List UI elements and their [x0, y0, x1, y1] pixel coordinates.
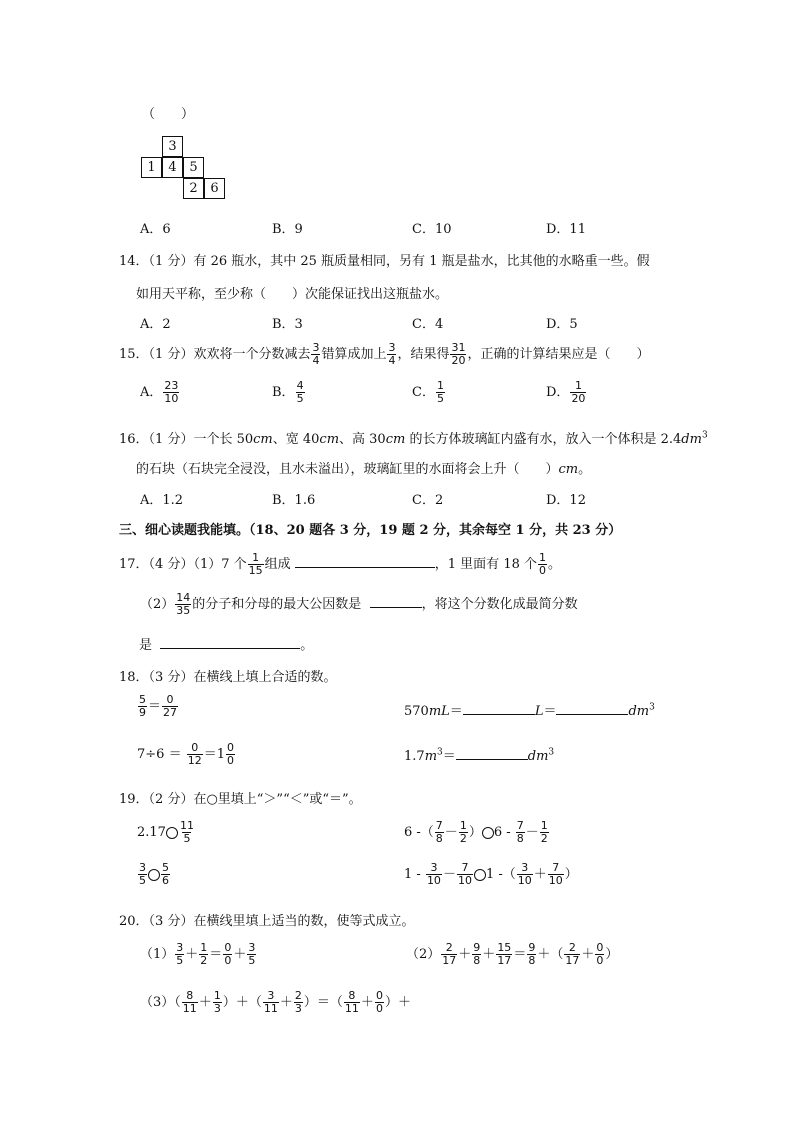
q15-option-d: D． $\frac{1}{20}$ [546, 379, 586, 405]
q14-option-c: C．4 [412, 317, 444, 332]
cube-cell: 3 [162, 136, 183, 157]
q19-cmp1: 2.17 $\frac{11}{5}$ [137, 819, 194, 845]
q18-eq1: $\frac{5}{9}$ ＝ $\frac{0}{27}$ [139, 693, 178, 719]
answer-blank[interactable] [370, 607, 422, 608]
answer-blank[interactable] [456, 759, 528, 760]
cube-cell: 1 [141, 157, 162, 178]
compare-circle[interactable] [482, 827, 494, 839]
q13-option-a: A．6 [140, 222, 171, 237]
q13-option-b: B．9 [272, 222, 303, 237]
fraction: $\frac{3}{4}$ [312, 341, 320, 367]
q17-line1: 17．（4 分）（1）7 个 $\frac{1}{15}$ 组成 ，1 里面有 18 个 $\frac{1}{0}$ 。 [119, 551, 562, 577]
q19-cmp4: 1 - $\frac{3}{10}$ － $\frac{7}{10}$ 1 -（ $\frac{3}{10}$ ＋ $\frac{7}{10}$ ） [404, 861, 578, 887]
q16-line1: 16．（1 分）一个长 50cm、宽 40cm、高 30cm 的长方体玻璃缸内盛有水，放入一个体积是 $2.4dm^3$ [119, 430, 708, 447]
q20-eq2: （2） $\frac{2}{17}$ ＋ $\frac{9}{8}$ ＋ $\frac{15}{17}$ ＝ $\frac{9}{8}$ ＋（ $\frac{2}{17}$ ＋ $\frac{0}{0}$ ） [406, 941, 619, 967]
q17-line2: （2） $\frac{14}{35}$ 的分子和分母的最大公因数是 ，将这个分数化成最简分数 [140, 591, 578, 617]
q15-text: 15．（1 分）欢欢将一个分数减去 [119, 347, 311, 362]
cube-cell: 5 [183, 157, 204, 178]
q14-option-d: D．5 [546, 317, 578, 332]
q15-line [119, 342, 650, 367]
answer-blank[interactable] [556, 714, 628, 715]
q14-option-b: B．3 [272, 317, 303, 332]
q13-answer-paren: （ ） [142, 107, 195, 122]
compare-circle[interactable] [166, 827, 178, 839]
cube-cell: 4 [162, 157, 183, 178]
q15-option-c: C． $\frac{1}{5}$ [412, 379, 444, 405]
q16-option-a: A．1.2 [140, 493, 184, 508]
section-heading: 三、细心读题我能填。（18、20 题各 3 分，19 题 2 分，其余每空 1 分，共 23 分） [119, 523, 622, 538]
fraction: $\frac{31}{20}$ [451, 341, 466, 367]
q19-heading: 19．（2 分）在○里填上“＞”“＜”或“＝”。 [119, 792, 362, 807]
q15-text: ，结果得 [397, 347, 450, 362]
q16-option-b: B．1.6 [272, 493, 316, 508]
q16-option-d: D．12 [546, 493, 586, 508]
q15-option-a: A． $\frac{23}{10}$ [140, 379, 179, 405]
answer-blank[interactable] [295, 567, 435, 568]
q18-heading: 18．（3 分）在横线上填上合适的数。 [119, 670, 337, 685]
q15-option-b: B． $\frac{4}{5}$ [272, 379, 304, 405]
q18-eq3: 7÷6 ＝ $\frac{0}{12}$ ＝1 $\frac{0}{0}$ [137, 741, 234, 767]
q15-text: 错算成加上 [321, 347, 387, 362]
compare-circle[interactable] [148, 869, 160, 881]
q14-option-a: A．2 [140, 317, 171, 332]
cube-cell: 6 [204, 178, 225, 199]
answer-blank[interactable] [463, 714, 535, 715]
q16-line2: 的石块（石块完全浸没，且水未溢出），玻璃缸里的水面将会上升（ ）cm。 [136, 462, 592, 477]
answer-blank[interactable] [160, 648, 300, 649]
q17-line3: 是 。 [139, 638, 314, 653]
cube-cell: 2 [183, 178, 204, 199]
compare-circle[interactable] [474, 869, 486, 881]
q13-option-d: D．11 [546, 222, 586, 237]
q14-line2: 如用天平称，至少称（ ）次能保证找出这瓶盐水。 [136, 287, 449, 302]
q18-eq4: $1.7m^3= dm^3$ [404, 747, 555, 764]
fraction: $\frac{3}{4}$ [388, 341, 396, 367]
q13-option-c: C．10 [412, 222, 452, 237]
q15-text: ，正确的计算结果应是（ ） [467, 347, 650, 362]
q18-eq2: $570mL= L= dm^3$ [404, 702, 655, 719]
q19-cmp3: $\frac{3}{5}$ $\frac{5}{6}$ [139, 861, 169, 887]
q20-eq1: （1） $\frac{3}{5}$ ＋ $\frac{1}{2}$ ＝ $\frac{0}{0}$ ＋ $\frac{3}{5}$ [140, 941, 256, 967]
q19-cmp2: 6 -（ $\frac{7}{8}$ － $\frac{1}{2}$ ） 6 - $\frac{7}{8}$ － $\frac{1}{2}$ [404, 819, 548, 845]
q20-eq3: （3）（ $\frac{8}{11}$ ＋ $\frac{1}{3}$ ）＋（ $\frac{3}{11}$ ＋ $\frac{2}{3}$ ）＝（ $\frac{8}{11}$ ＋ $\frac{0}{0}$ ）＋ [140, 989, 411, 1015]
q20-heading: 20．（3 分）在横线里填上适当的数，使等式成立。 [119, 914, 415, 929]
q14-line1: 14．（1 分）有 26 瓶水，其中 25 瓶质量相同，另有 1 瓶是盐水，比其他的水略重一些。假 [119, 254, 650, 269]
q16-option-c: C．2 [412, 493, 444, 508]
